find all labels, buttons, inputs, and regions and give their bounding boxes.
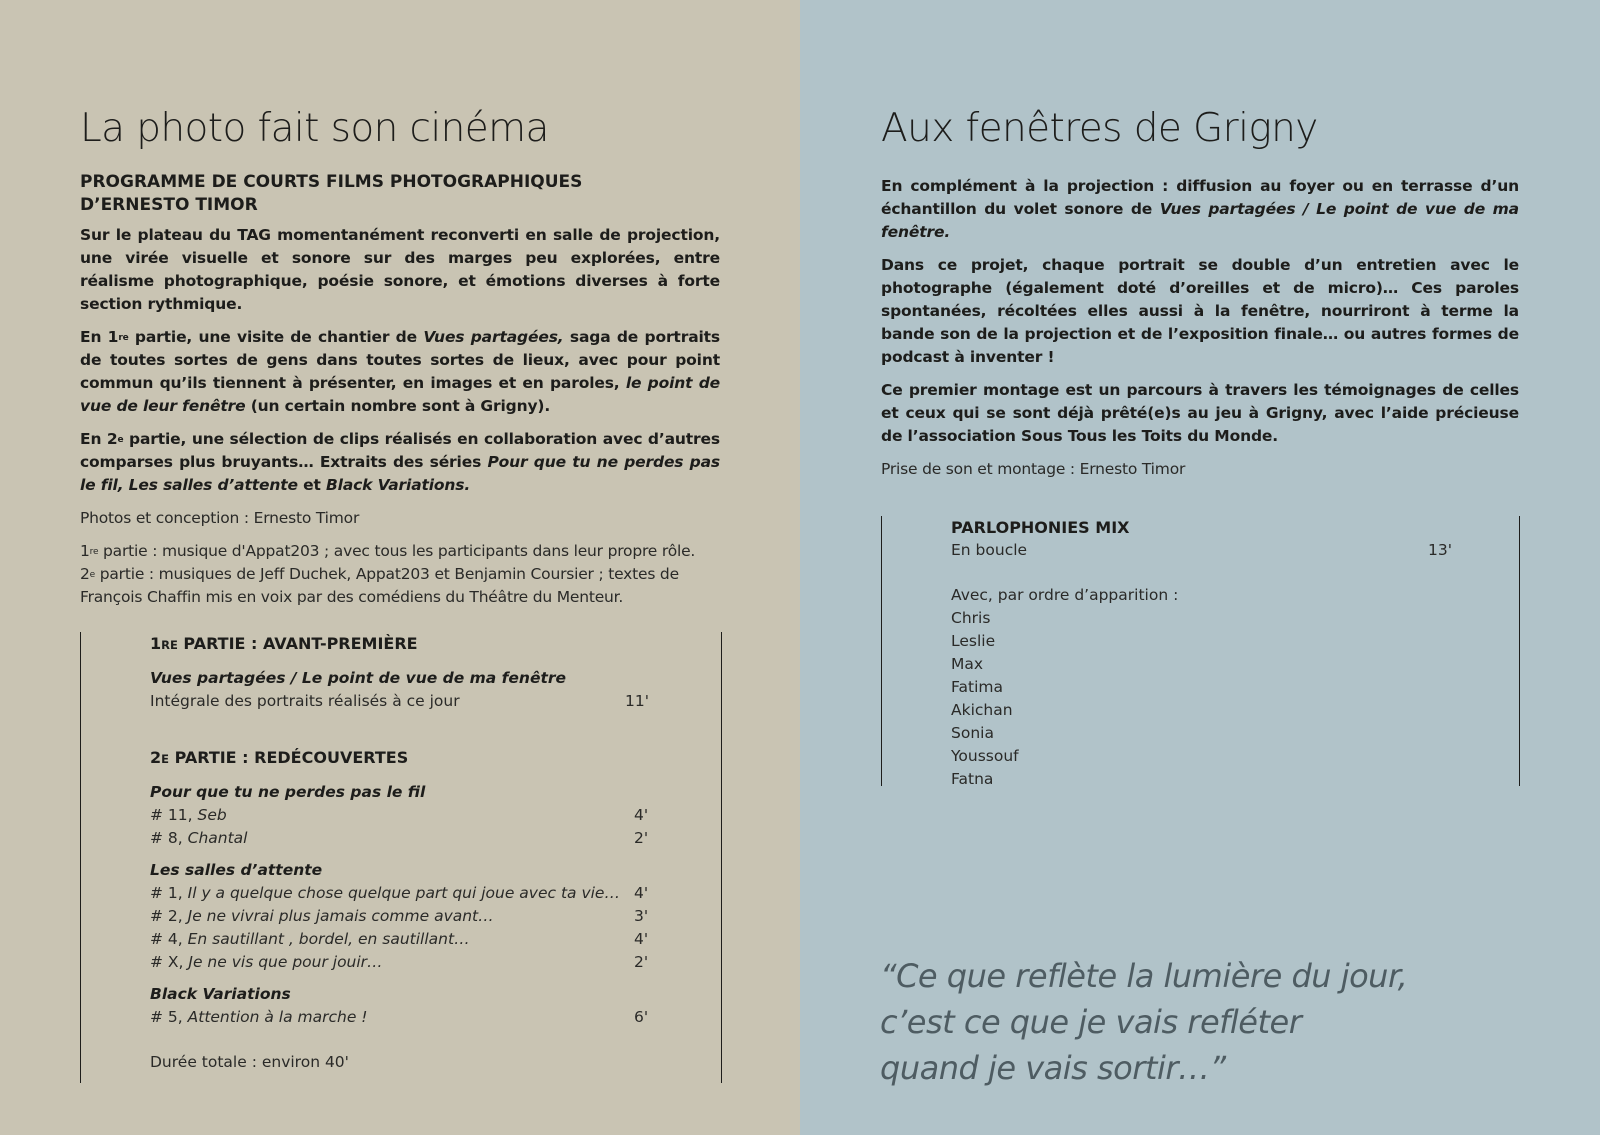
part1-paragraph: En 1re partie, une visite de chantier de Vues partagées, saga de portraits de toutes sortes de gens dans toutes sortes de lieux, avec pour point commun qu’ils tiennent à présenter, en images et en paroles, le point de vue de leur fenêtre (un certain nombre sont à Grigny).: [80, 328, 720, 415]
cast-member: Fatna: [951, 770, 994, 788]
mix-subtitle: En boucle 13': [951, 539, 1446, 562]
item-duration: 2': [634, 829, 649, 847]
sound-credits: Prise de son et montage : Ernesto Timor: [881, 460, 1186, 478]
item-duration: 4': [634, 884, 649, 902]
part1-heading: 1RE PARTIE : AVANT-PREMIÈRE: [150, 634, 418, 653]
mix-list: [951, 516, 1452, 791]
item-duration: 6': [634, 1008, 649, 1026]
quote: “Ce que reflète la lumière du jour, c’est ce que je vais refléter quand je vais sortir…”: [880, 957, 1408, 1087]
item-duration: 11': [625, 692, 649, 710]
mix-title: PARLOPHONIES MIX: [951, 518, 1130, 537]
photo-credits: Photos et conception : Ernesto Timor: [80, 509, 360, 527]
program-item: # X, Je ne vis que pour jouir… 2': [150, 951, 680, 974]
item-duration: 3': [634, 907, 649, 925]
work-title: Pour que tu ne perdes pas le fil: [150, 783, 426, 801]
program-item: # 1, Il y a quelque chose quelque part qui joue avec ta vie… 4': [150, 882, 680, 905]
cast-member: Chris: [951, 609, 991, 627]
program-item: # 11, Seb 4': [150, 804, 680, 827]
cast-label: Avec, par ordre d’apparition :: [951, 586, 1179, 604]
left-page-title: La photo fait son cinéma: [80, 106, 549, 151]
intro-paragraph: En complément à la projection : diffusion au foyer ou en terrasse d’un échantillon du volet sonore de Vues partagées / Le point de vue de ma fenêtre.: [881, 177, 1519, 241]
program-item: # 5, Attention à la marche ! 6': [150, 1006, 680, 1029]
program-item: # 8, Chantal 2': [150, 827, 680, 850]
total-duration: Durée totale : environ 40': [150, 1053, 349, 1071]
part2-paragraph: En 2e partie, une sélection de clips réalisés en collaboration avec d’autres comparses plus bruyants… Extraits des séries Pour que tu ne perdes pas le fil, Les salles d’attente et Black Variations.: [80, 430, 720, 494]
project-paragraph: Dans ce projet, chaque portrait se double d’un entretien avec le photographe (également doté d’oreilles et de micro)… Ces paroles spontanées, récoltées elles aussi à la fenêtre, nourriront à terme la bande son de la projection et de l’exposition finale… ou autres formes de podcast à inventer !: [881, 256, 1519, 366]
music-credits-part1: 1re partie : musique d'Appat203 ; avec tous les participants dans leur propre rôle.: [80, 542, 696, 560]
work-title: Black Variations: [150, 985, 291, 1003]
mix-box: [881, 516, 1520, 786]
cast-member: Sonia: [951, 724, 994, 742]
item-duration: 4': [634, 930, 649, 948]
program-subtitle: PROGRAMME DE COURTS FILMS PHOTOGRAPHIQUES D’ERNESTO TIMOR: [80, 172, 583, 215]
left-text-block: [80, 171, 720, 609]
right-text-block: [881, 175, 1519, 491]
item-duration: 4': [634, 806, 649, 824]
cast-member: Leslie: [951, 632, 996, 650]
program-item: # 4, En sautillant , bordel, en sautillant… 4': [150, 928, 680, 951]
mix-duration: 13': [1428, 541, 1452, 559]
intro-paragraph: Sur le plateau du TAG momentanément reconverti en salle de projection, une virée visuelle et sonore sur des marges peu explorées, entre réalisme photographique, poésie sonore, et émotions diverses à forte section rythmique.: [80, 226, 720, 313]
cast-member: Max: [951, 655, 984, 673]
music-credits-part2: 2e partie : musiques de Jeff Duchek, Appat203 et Benjamin Coursier ; textes de François Chaffin mis en voix par des comédiens du Théâtre du Menteur.: [80, 565, 679, 606]
program-item: # 2, Je ne vivrai plus jamais comme avant… 3': [150, 905, 680, 928]
part2-heading: 2E PARTIE : REDÉCOUVERTES: [150, 748, 409, 767]
program-item: Intégrale des portraits réalisés à ce jour 11': [150, 690, 680, 713]
item-duration: 2': [634, 953, 649, 971]
montage-paragraph: Ce premier montage est un parcours à travers les témoignages de celles et ceux qui se sont déjà prêté(e)s au jeu à Grigny, avec l’aide précieuse de l’association Sous Tous les Toits du Monde.: [881, 381, 1519, 445]
right-page-title: Aux fenêtres de Grigny: [881, 106, 1318, 151]
program-box: [80, 632, 722, 1083]
cast-member: Youssouf: [951, 747, 1019, 765]
cast-member: Fatima: [951, 678, 1003, 696]
cast-member: Akichan: [951, 701, 1013, 719]
program-list: [150, 632, 680, 1074]
right-page: [800, 0, 1600, 1135]
work-title: Vues partagées / Le point de vue de ma fenêtre: [150, 669, 567, 687]
work-title: Les salles d’attente: [150, 861, 323, 879]
